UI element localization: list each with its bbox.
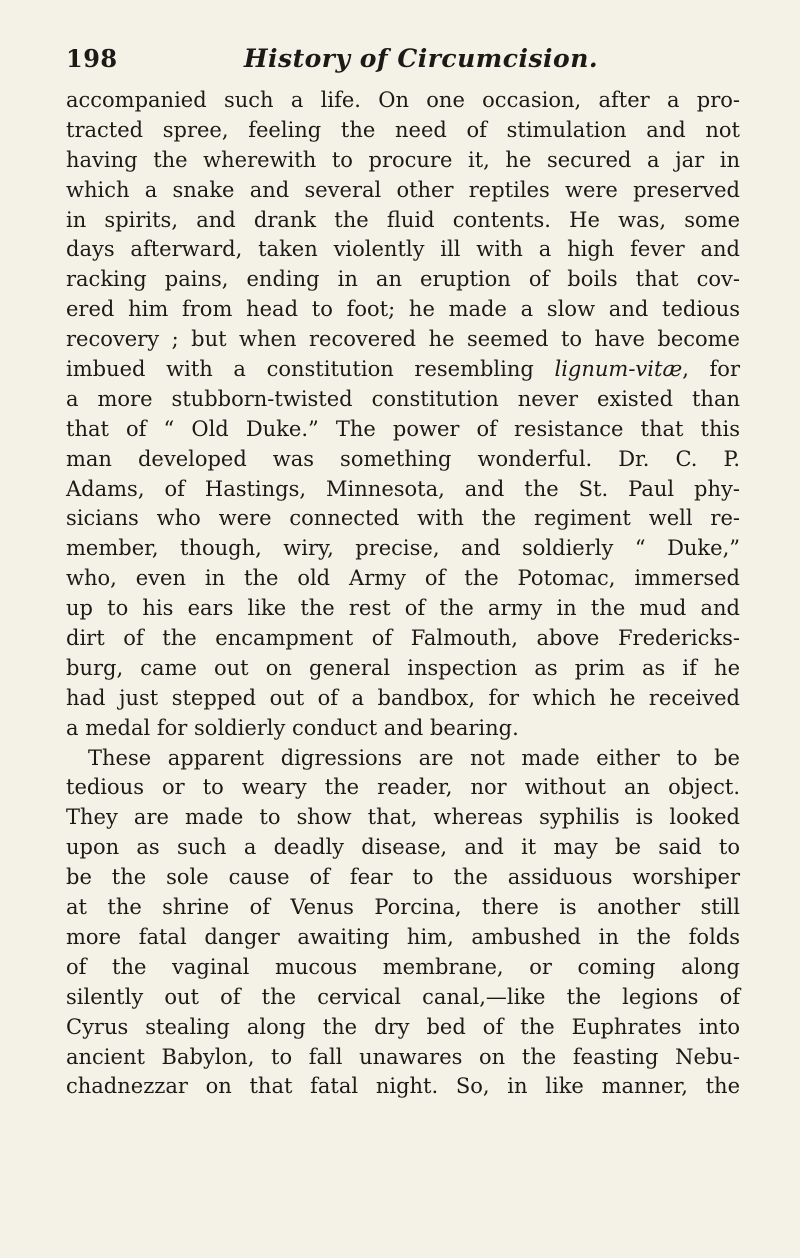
page-number: 198 <box>66 44 118 73</box>
text-line: tedious or to weary the reader, nor without an object. <box>66 775 740 800</box>
text-line: dirt of the encampment of Falmouth, above Fredericks- <box>66 626 740 651</box>
paragraph-first-line: These apparent digressions are not made either to be <box>88 745 740 770</box>
text-line: at the shrine of Venus Porcina, there is another still <box>66 895 740 920</box>
text-line: who, even in the old Army of the Potomac, immersed <box>66 566 740 591</box>
text-line: in spirits, and drank the fluid contents. He was, some <box>66 207 740 232</box>
text-line: sicians who were connected with the regiment well re- <box>66 506 740 531</box>
page-header <box>66 44 746 84</box>
text-line: ancient Babylon, to fall unawares on the feasting Nebu- <box>66 1044 740 1069</box>
text-segment: imbued with a constitution resembling <box>66 357 534 382</box>
text-line: upon as such a deadly disease, and it may be said to <box>66 835 740 860</box>
text-line: member, though, wiry, precise, and soldierly “ Duke,” <box>66 536 740 561</box>
text-line: racking pains, ending in an eruption of boils that cov- <box>66 267 740 292</box>
text-line: ered him from head to foot; he made a slow and tedious <box>66 297 740 322</box>
text-line: which a snake and several other reptiles were preserved <box>66 177 740 202</box>
text-line: silently out of the cervical canal,—like the legions of <box>66 984 740 1009</box>
text-line: more fatal danger awaiting him, ambushed in the folds <box>66 924 740 949</box>
text-line: chadnezzar on that fatal night. So, in like manner, the <box>66 1074 740 1099</box>
text-line: had just stepped out of a bandbox, for which he received <box>66 685 740 710</box>
text-line: up to his ears like the rest of the army in the mud and <box>66 596 740 621</box>
text-line: a more stubborn-twisted constitution never existed than <box>66 386 740 411</box>
italic-term: lignum-vitæ <box>554 357 683 382</box>
text-line: accompanied such a life. On one occasion, after a pro- <box>66 88 740 112</box>
text-line-with-italic <box>66 355 740 385</box>
text-line: They are made to show that, whereas syphilis is looked <box>66 805 740 830</box>
text-segment: , for <box>682 357 740 382</box>
text-line: having the wherewith to procure it, he secured a jar in <box>66 147 740 172</box>
text-line: Cyrus stealing along the dry bed of the Euphrates into <box>66 1014 740 1039</box>
text-line: that of “ Old Duke.” The power of resistance that this <box>66 416 740 441</box>
text-line: recovery ; but when recovered he seemed to have become <box>66 327 740 352</box>
text-line: burg, came out on general inspection as prim as if he <box>66 655 740 680</box>
text-line: be the sole cause of fear to the assiduous worshiper <box>66 865 740 890</box>
text-line: of the vaginal mucous membrane, or coming along <box>66 954 740 979</box>
body-text <box>66 86 740 1102</box>
text-line: Adams, of Hastings, Minnesota, and the St. Paul phy- <box>66 476 740 501</box>
text-line: days afterward, taken violently ill with a high fever and <box>66 237 740 262</box>
running-title: History of Circumcision. <box>243 44 599 73</box>
paragraph-last-line: a medal for soldierly conduct and bearing. <box>66 715 519 740</box>
text-line: man developed was something wonderful. Dr. C. P. <box>66 446 740 471</box>
text-line: tracted spree, feeling the need of stimulation and not <box>66 117 740 142</box>
